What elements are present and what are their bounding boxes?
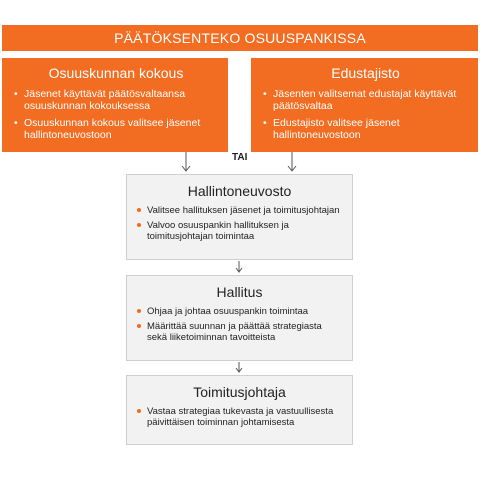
- osuuskunnan-kokous-title: Osuuskunnan kokous: [48, 65, 184, 81]
- hallitus-title: Hallitus: [216, 284, 263, 300]
- list-item: Vastaa strategiaa tukevasta ja vastuullisesta päivittäisen toiminnan johtamisesta: [137, 406, 342, 428]
- list-item: Valvoo osuuspankin hallituksen ja toimitusjohtajan toimintaa: [137, 220, 342, 242]
- edustajisto-title: Edustajisto: [331, 65, 400, 81]
- tai-label: TAI: [232, 152, 248, 163]
- hallintoneuvosto-title: Hallintoneuvosto: [187, 183, 292, 199]
- toimitusjohtaja-box: [126, 375, 353, 445]
- list-item: • Jäsenten valitsemat edustajat käyttävät päätösvaltaa: [262, 88, 469, 112]
- list-item: Määrittää suunnan ja päättää strategiasta sekä liiketoiminnan tavoitteista: [137, 321, 342, 343]
- list-item: • Jäsenet käyttävät päätösvaltaansa osuuskunnan kokouksessa: [13, 88, 219, 112]
- toimitusjohtaja-title: Toimitusjohtaja: [193, 384, 286, 400]
- toimitusjohtaja-list: [137, 406, 342, 428]
- hallitus-box: [126, 275, 353, 361]
- hallintoneuvosto-list: [137, 205, 342, 242]
- hallitus-list: [137, 306, 342, 343]
- list-item: Valitsee hallituksen jäsenet ja toimitusjohtajan: [137, 205, 342, 216]
- diagram-title: PÄÄTÖKSENTEKO OSUUSPANKISSA: [114, 30, 366, 46]
- list-item: • Osuuskunnan kokous valitsee jäsenet hallintoneuvostoon: [13, 117, 219, 141]
- list-item: Ohjaa ja johtaa osuuspankin toimintaa: [137, 306, 342, 317]
- hallintoneuvosto-box: [126, 174, 353, 260]
- list-item: • Edustajisto valitsee jäsenet hallintoneuvostoon: [262, 117, 469, 141]
